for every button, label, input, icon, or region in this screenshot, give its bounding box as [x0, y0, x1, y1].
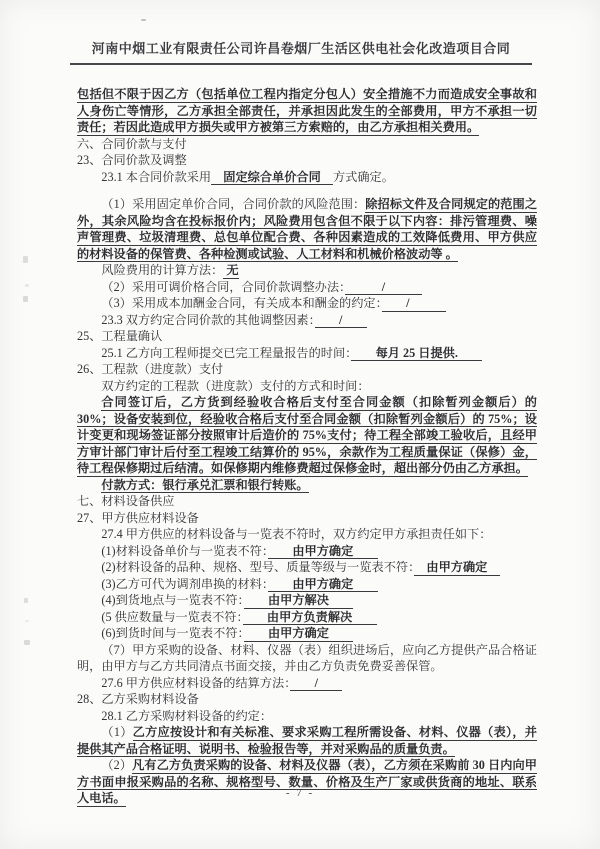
clause-text: 28.1 乙方采购材料设备的约定：: [101, 708, 273, 723]
clause-line: [77, 724, 537, 757]
section-heading: [77, 136, 537, 153]
clause-heading: [77, 361, 537, 378]
clause-text: 六、合同价款与支付: [77, 136, 187, 151]
clause-line: [77, 312, 537, 329]
clause-continuation: [77, 86, 537, 136]
filled-in-text: /: [314, 312, 367, 327]
scan-artifact: [23, 296, 28, 302]
scan-artifact: [23, 256, 28, 263]
filled-in-text: 付款方式：银行承兑汇票和银行转账。: [101, 477, 309, 492]
page-header: [70, 38, 532, 65]
page-footer: [0, 787, 600, 799]
filled-in-text: 由甲方确定: [414, 560, 500, 574]
clause-text: 25、工程量确认: [77, 329, 163, 343]
header-title: 河南中烟工业有限责任公司许昌卷烟厂生活区供电社会化改造项目合同: [70, 38, 532, 65]
scan-artifact: [25, 284, 29, 287]
clause-text: (3)乙方可代为调剂串换的材料：: [101, 576, 268, 591]
clause-heading: [77, 328, 537, 345]
clause-text: (4)到货地点与一览表不符：: [101, 593, 244, 607]
clause-text: （1）: [101, 725, 133, 739]
document-body: [77, 86, 537, 807]
clause-text: 双方约定的工程款（进度款）支付的方式和时间：: [101, 378, 370, 393]
filled-in-text: 乙方应按设计和有关标准、要求采购工程所需设备、材料、仪器（表），并提供其产品合格证明、说明书、检验报告等，并对采购品的质量负责。: [77, 725, 537, 756]
scan-artifact: [24, 640, 30, 645]
clause-text: 27.6 甲方供应材料设备的结算方法：: [101, 675, 291, 690]
clause-line: [77, 675, 537, 692]
filled-in-text: 由甲方解决: [243, 593, 354, 607]
page-number: - 7 -: [285, 787, 315, 799]
clause-text: 23、合同价款及调整: [77, 153, 187, 167]
clause-text: 23.3 双方约定合同价款的其他调整因素：: [101, 312, 315, 327]
clause-line: [77, 345, 537, 362]
clause-text: （1）采用固定单价合同，合同价款的风险范围：: [101, 197, 366, 211]
filled-in-text: /: [290, 675, 343, 690]
clause-line: [77, 609, 537, 626]
clause-text: 23.1 本合同价款采用: [101, 169, 212, 184]
clause-heading: [77, 691, 537, 708]
clause-text: （3）采用成本加酬金合同，有关成本和酬金的约定：: [101, 296, 382, 310]
clause-heading: [77, 152, 537, 169]
clause-line: [77, 708, 537, 725]
clause-line: [77, 378, 537, 395]
clause-line: [77, 592, 537, 609]
clause-text: (5 供应数量与一览表不符：: [101, 609, 243, 624]
scan-artifact: [24, 598, 28, 603]
filled-in-text: 固定综合单价合同: [211, 169, 333, 184]
clause-line: [77, 576, 537, 593]
filled-in-text: 由甲方确定: [267, 576, 378, 591]
clause-text: （2）: [101, 758, 133, 772]
filled-in-text: /: [345, 279, 422, 294]
clause-text: 26、工程款（进度款）支付: [77, 362, 224, 376]
clause-text: (1)材料设备单价与一览表不符：: [101, 543, 268, 558]
clause-text: 27、甲方供应材料设备: [77, 510, 199, 525]
clause-text: 七、材料设备供应: [77, 494, 175, 508]
filled-in-text: 无: [223, 263, 239, 277]
clause-text: （7）甲方采购的设备、材料、仪器（表）组织进场后，应向乙方提供产品合格证明，由甲方与乙方共同清点书面交接，并由乙方负责免费妥善保管。: [77, 642, 537, 673]
clause-heading: [77, 510, 537, 527]
clause-line: [77, 295, 537, 312]
clause-text: 25.1 乙方向工程师提交已完工程量报告的时间：: [101, 345, 352, 360]
clause-line: [77, 642, 537, 675]
filled-in-text: 由甲方确定: [243, 626, 354, 640]
filled-in-text: 由甲方确定: [267, 543, 378, 558]
clause-text: 方式确定。: [332, 169, 394, 184]
clause-line: [77, 262, 537, 279]
scan-artifact: [141, 19, 146, 21]
scan-artifact: [25, 620, 29, 622]
clause-line: [77, 394, 537, 477]
clause-line: [77, 279, 537, 296]
clause-text: 27.4 甲方供应的材料设备与一览表不符时，双方约定甲方承担责任如下：: [101, 527, 492, 541]
clause-text: (2)材料设备的品种、规格、型号、质量等级与一览表不符：: [101, 560, 415, 574]
clause-line: [77, 543, 537, 560]
clause-line: [77, 169, 537, 186]
clause-text: 风险费用的计算方法：: [101, 263, 224, 277]
filled-in-text: 除招标文件及合同规定的范围之外，其余风险均含在投标报价内；风险费用包含但不限于以下内容：排污管理费、噪声管理费、垃圾清理费、总包单位配合费、各种因素造成的工效降低费用、甲方供应的材料设备的保管费、各种检测或试验、人工材料和机械价格波动等 。: [77, 197, 538, 261]
section-heading: [77, 493, 537, 510]
clause-line: [77, 625, 537, 642]
clause-line: [77, 526, 537, 543]
clause-line: [77, 477, 537, 494]
clause-text: 28、乙方采购材料设备: [77, 692, 199, 706]
filled-in-text: 合同签订后，乙方货到经验收合格后支付至合同金额（扣除暂列金额后）的 30%；设备安装到位，经验收合格后支付至合同金额（扣除暂列金额后）的 75%；设计变更和现场签证部分按照审计后造价的 75%支付；待工程全部竣工验收后，且经甲方审计部门审计后付至工程竣工结算价的 95%，余款作为工程质量保证（保修）金，待工程保修期过后结清。如保修期内维修费超过保修金时，超出部分仍由乙方承担。: [77, 395, 537, 475]
filled-in-text: 凡有乙方负责采购的设备、材料及仪器（表），乙方须在采购前 30 日内向甲方书面申报采购品的名称、规格型号、数量、价格及生产厂家或供货商的地址、联系人电话。: [77, 758, 537, 805]
clause-line: [77, 757, 537, 807]
filled-in-text: 包括但不限于因乙方（包括单位工程内指定分包人）安全措施不力而造成安全事故和人身伤亡等情形，乙方承担全部责任，并承担因此发生的全部费用，甲方不承担一切责任；若因此造成甲方损失或甲方被第三方索赔的，由乙方承担相关费用。: [77, 87, 537, 134]
clause-text: (6)到货时间与一览表不符：: [101, 626, 244, 640]
clause-line: [77, 196, 537, 262]
clause-text: （2）采用可调价格合同，合同价款调整办法：: [101, 279, 346, 294]
filled-in-text: /: [381, 296, 447, 310]
filled-in-text: 每月 25 日提供.: [351, 345, 483, 360]
clause-line: [77, 559, 537, 576]
filled-in-text: 由甲方负责解决: [242, 609, 377, 624]
